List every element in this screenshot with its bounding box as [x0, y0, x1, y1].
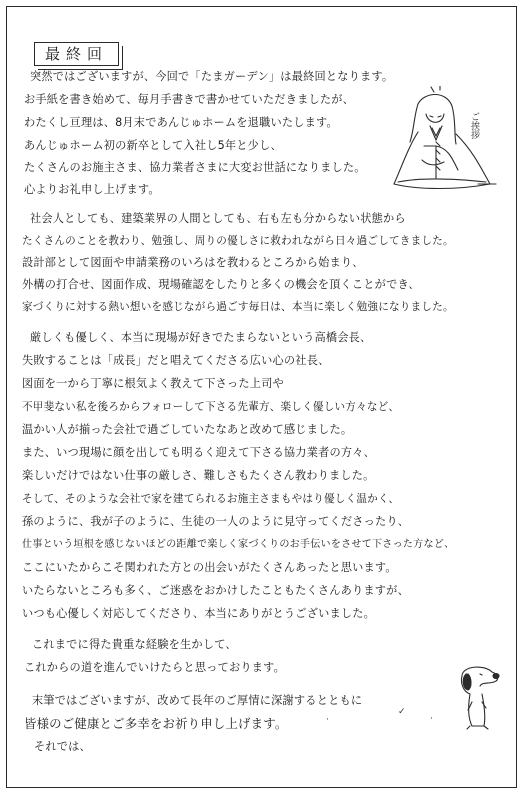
- text-line: これからの道を進んでいけたらと思っております。: [24, 661, 286, 674]
- text-line: また、いつ現場に顔を出しても明るく迎えて下さる協力業者の方々、: [22, 446, 376, 459]
- bowing-woman-illustration: [378, 86, 508, 196]
- text-line: 設計部として図面や申請業務のいろはを教わるところから始まり、: [22, 256, 364, 269]
- text-line: お手紙を書き始めて、毎月手書きで書かせていただきましたが、: [24, 93, 355, 106]
- text-line: 仕事という垣根を感じないほどの距離で楽しく家づくりのお手伝いをさせて下さった方など、: [22, 539, 455, 550]
- text-line: 不甲斐ない私を後ろからフォローして下さる先輩方、楽しく優しい方々など、: [22, 401, 400, 413]
- text-line: いつも心優しく対応してくださり、本当にありがとうございました。: [22, 607, 376, 620]
- sparkle-mark: ·: [430, 714, 433, 724]
- text-line: そして、そのような会社で家を建てられるお施主さまもやはり優しく温かく、: [22, 493, 400, 505]
- text-line: 末筆ではございますが、改めて長年のご厚情に深謝するとともに: [32, 694, 363, 707]
- text-line: ここにいたからこそ関われた方との出会いがたくさんあったと思います。: [22, 561, 397, 574]
- text-line: 家づくりに対する熱い想いを感じながら過ごす毎日は、本当に楽しく勉強になりました。: [22, 301, 454, 313]
- text-line: わたくし亘理は、8月末であんじゅホームを退職いたします。: [24, 116, 338, 129]
- text-line: 楽しいだけではない仕事の厳しさ、難しさもたくさん教わりました。: [22, 469, 375, 482]
- text-line: それでは、: [34, 740, 91, 753]
- sparkle-mark: ✓: [398, 707, 406, 717]
- text-line: 厳しくも優しく、本当に現場が好きでたまらないという高橋会長、: [30, 331, 372, 344]
- page-title: 最終回: [34, 42, 119, 66]
- text-line: 皆様のご健康とご多幸をお祈り申し上げます。: [24, 716, 288, 731]
- text-line: いたらないところも多く、ご迷惑をおかけしたこともたくさんありますが、: [22, 584, 409, 597]
- text-line: 温かい人が揃った会社で過ごしていたなあと改めて感じました。: [22, 423, 353, 436]
- text-line: あんじゅホーム初の新卒として入社し5年と少し、: [24, 139, 282, 152]
- dog-illustration: [452, 662, 502, 732]
- sparkle-mark: ·: [326, 715, 329, 725]
- text-line: 外構の打合せ、図面作成、現場確認をしたりと多くの機会を頂くことができ、: [22, 278, 420, 291]
- text-line: 心よりお礼申し上げます。: [24, 183, 160, 196]
- text-line: たくさんのことを教わり、勉強し、周りの優しさに救われながら日々過ごしてきました。: [22, 235, 454, 247]
- text-line: 孫のように、我が子のように、生徒の一人のように見守ってくださったり、: [22, 515, 410, 528]
- greeting-note: ご挨拶: [469, 112, 479, 139]
- text-line: 社会人としても、建築業界の人間としても、右も左も分からない状態から: [30, 212, 406, 225]
- text-line: これまでに得た貴重な経験を生かして、: [32, 638, 237, 651]
- text-line: 突然ではございますが、今回で「たまガーデン」は最終回となります。: [30, 70, 394, 83]
- text-line: 図面を一から丁寧に根気よく教えて下さった上司や: [22, 377, 284, 390]
- text-line: たくさんのお施主さま、協力業者さまに大変お世話になりました。: [24, 161, 366, 174]
- text-line: 失敗することは「成長」だと唱えてくださる広い心の社長、: [22, 354, 330, 367]
